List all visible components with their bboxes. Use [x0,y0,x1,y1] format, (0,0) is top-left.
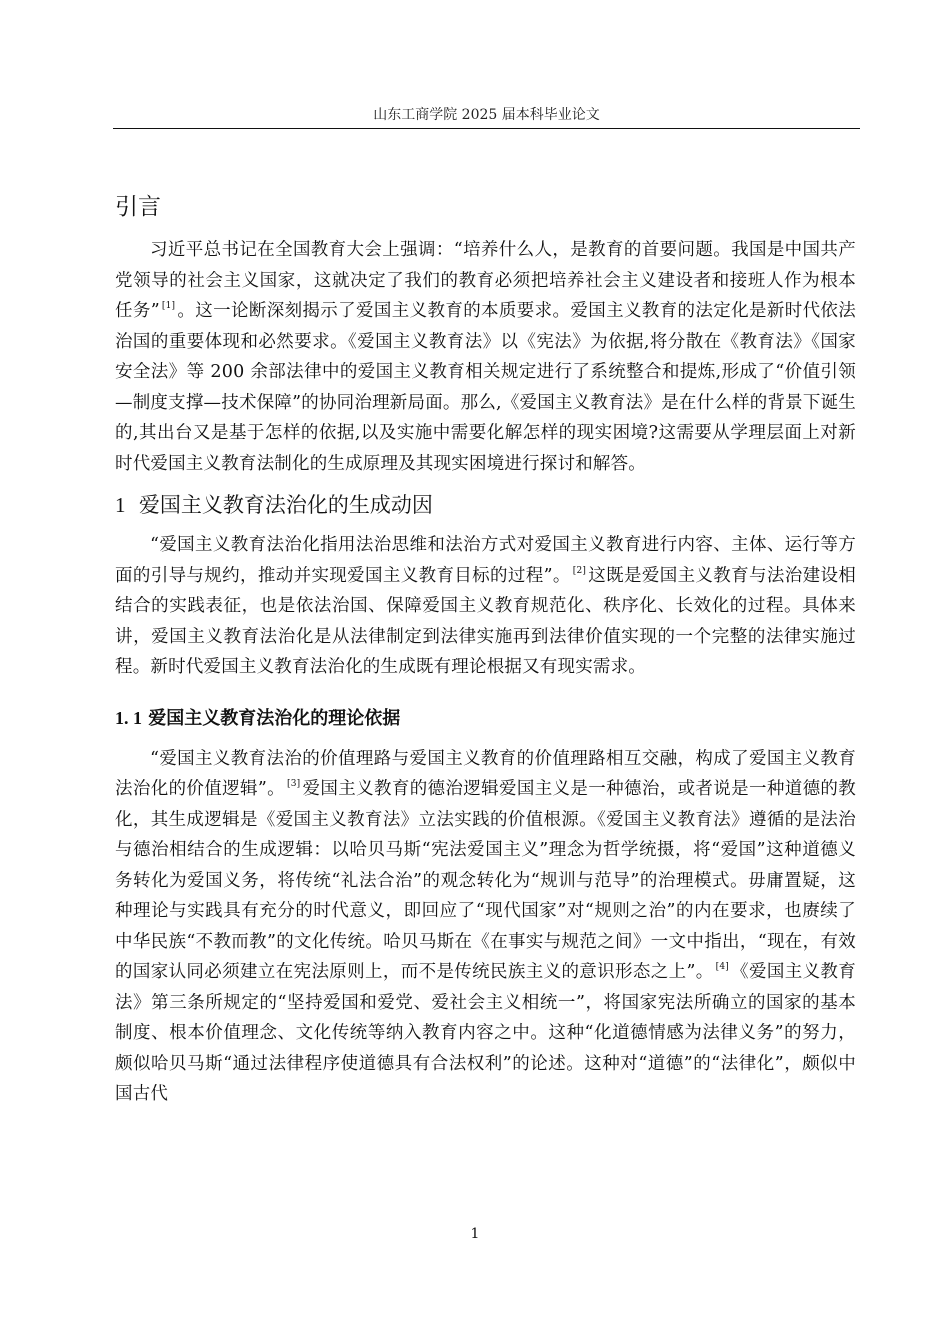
section-number: 1 [115,493,126,517]
intro-heading: 引言 [115,194,161,220]
intro-paragraph [115,235,856,479]
section-title: 爱国主义教育法治化的理论依据 [148,707,401,729]
text-run: 。这一论断深刻揭示了爱国主义教育的本质要求。爱国主义教育的法定化是新时代依法治国的重要体现和必然要求。《爱国主义教育法》以《宪法》为依据,将分散在《教育法》《国家安全法》等 200 余部法律中的爱国主义教育相关规定进行了系统整合和提炼,形成了“价值引领—制度支撑—技术保障”的协同治理新局面。那么,《爱国主义教育法》是在什么样的背景下诞生的,其出台又是基于怎样的依据,以及实施中需要化解怎样的现实困境?这需要从学理层面上对新时代爱国主义教育法制化的生成原理及其现实困境进行探讨和解答。 [115,301,856,474]
text-run: 这既是爱国主义教育与法治建设相结合的实践表征，也是依法治国、保障爱国主义教育规范化、秩序化、长效化的过程。具体来讲，爱国主义教育法治化是从法律制定到法律实施再到法律价值实现的一个完整的法律实施过程。新时代爱国主义教育法治化的生成既有理论根据又有现实需求。 [115,565,856,677]
text-run: 爱国主义教育的德治逻辑爱国主义是一种德治，或者说是一种道德的教化，其生成逻辑是《爱国主义教育法》立法实践的价值根源。《爱国主义教育法》遵循的是法治与德治相结合的生成逻辑：以哈贝马斯“宪法爱国主义”理念为哲学统摄，将“爱国”这种道德义务转化为爱国义务，将传统“礼法合治”的观念转化为“规训与范导”的治理模式。毋庸置疑，这种理论与实践具有充分的时代意义，即回应了“现代国家”对“规则之治”的内在要求，也赓续了中华民族“不教而教”的文化传统。哈贝马斯在《在事实与规范之间》一文中指出，“现在，有效的国家认同必须建立在宪法原则上，而不是传统民族主义的意识形态之上”。 [115,779,856,982]
citation-ref: [2] [572,565,587,576]
page-body [115,190,856,1110]
text-run: “爱国主义教育法治化指用法治思维和法治方式对爱国主义教育进行内容、主体、运行等方面的引导与规约，推动并实现爱国主义教育目标的过程”。 [115,535,856,586]
text-run: 习近平总书记在全国教育大会上强调：“培养什么人，是教育的首要问题。我国是中国共产党领导的社会主义国家，这就决定了我们的教育必须把培养社会主义建设者和接班人作为根本任务” [115,240,856,321]
citation-ref: [1] [161,301,176,311]
header-rule [113,128,860,129]
section-1-1-paragraph [115,744,856,1110]
section-title: 爱国主义教育法治化的生成动因 [138,493,433,517]
section-1-heading [115,489,856,521]
section-number: 1. 1 [115,707,142,728]
citation-ref: [4] [715,962,729,972]
text-run: 《爱国主义教育法》第三条所规定的“坚持爱国和爱党、爱社会主义相统一”，将国家宪法所确立的国家的基本制度、根本价值理念、文化传统等纳入教育内容之中。这种“化道德情感为法律义务”的努力，颇似哈贝马斯“通过法律程序使道德具有合法权利”的论述。这种对“道德”的“法律化”，颇似中国古代 [115,962,856,1104]
section-1-paragraph [115,530,856,683]
citation-ref: [3] [287,779,301,789]
section-1-1-heading [115,703,856,734]
text-run: “爱国主义教育法治的价值理路与爱国主义教育的价值理路相互交融，构成了爱国主义教育法治化的价值逻辑”。 [115,748,856,799]
page-number: 1 [470,1226,480,1242]
running-header: 山东工商学院 2025 届本科毕业论文 [373,107,600,123]
